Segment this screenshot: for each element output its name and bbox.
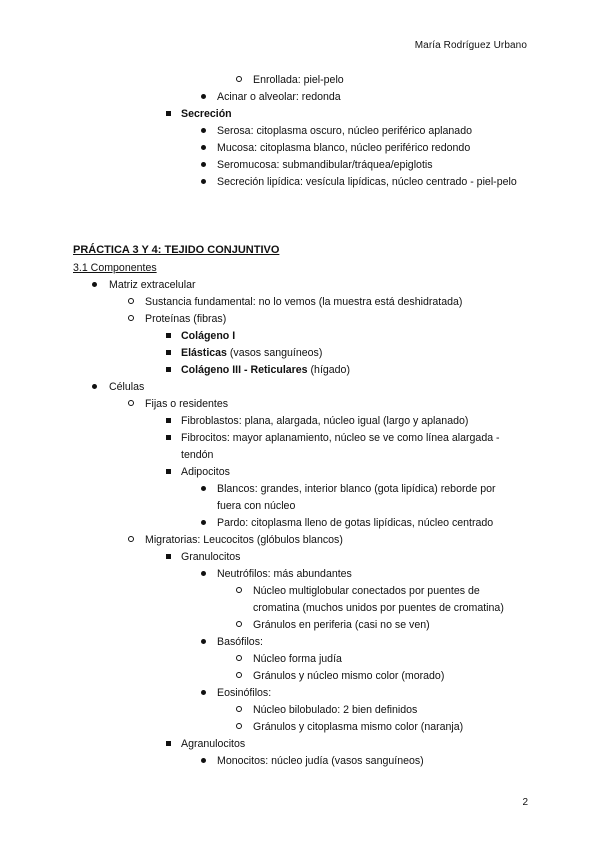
square-bullet-icon: [162, 347, 174, 360]
list-item-text: Agranulocitos: [181, 738, 246, 750]
circle-bullet-icon: [125, 398, 137, 411]
square-bullet-icon: [162, 432, 174, 445]
circle-bullet-icon: [233, 704, 245, 717]
circle-bullet-icon: [233, 74, 245, 87]
list-item-text: Gránulos y citoplasma mismo color (naranja): [253, 721, 464, 733]
dot-bullet-icon: [197, 687, 209, 700]
dot-bullet-icon: [88, 381, 100, 394]
circle-bullet-icon: [233, 670, 245, 683]
list-item-text: Neutrófilos: más abundantes: [217, 568, 352, 580]
square-bullet-icon: [162, 330, 174, 343]
list-item-text: Núcleo bilobulado: 2 bien definidos: [253, 704, 418, 716]
square-bullet-icon: [162, 466, 174, 479]
list-item-text: Fibroblastos: plana, alargada, núcleo igual (largo y aplanado): [181, 415, 469, 427]
header-author: María Rodríguez Urbano: [414, 40, 527, 51]
dot-bullet-icon: [197, 125, 209, 138]
list-item-text: Mucosa: citoplasma blanco, núcleo periférico redondo: [217, 142, 471, 154]
circle-bullet-icon: [233, 721, 245, 734]
list-item-text: Serosa: citoplasma oscuro, núcleo periférico aplanado: [217, 125, 472, 137]
dot-bullet-icon: [197, 517, 209, 530]
list-item-text: Migratorias: Leucocitos (glóbulos blancos): [145, 534, 343, 546]
list-item-text: Blancos: grandes, interior blanco (gota lipídica) reborde por: [217, 483, 496, 495]
dot-bullet-icon: [197, 755, 209, 768]
dot-bullet-icon: [197, 176, 209, 189]
square-bullet-icon: [162, 415, 174, 428]
list-item-text: Fibrocitos: mayor aplanamiento, núcleo se ve como línea alargada -: [181, 432, 500, 444]
list-item-text: Monocitos: núcleo judía (vasos sanguíneos): [217, 755, 424, 767]
list-item-text: Gránulos y núcleo mismo color (morado): [253, 670, 445, 682]
list-item-text: Gránulos en periferia (casi no se ven): [253, 619, 430, 631]
list-item-text: Enrollada: piel-pelo: [253, 74, 344, 86]
dot-bullet-icon: [197, 568, 209, 581]
dot-bullet-icon: [197, 483, 209, 496]
list-item-text: Núcleo forma judía: [253, 653, 342, 665]
dot-bullet-icon: [197, 636, 209, 649]
circle-bullet-icon: [125, 296, 137, 309]
list-item-text: Basófilos:: [217, 636, 263, 648]
dot-bullet-icon: [197, 142, 209, 155]
square-bullet-icon: [162, 551, 174, 564]
square-bullet-icon: [162, 738, 174, 751]
circle-bullet-icon: [125, 313, 137, 326]
list-item-text: Eosinófilos:: [217, 687, 272, 699]
list-item-text: Colágeno III - Reticulares (hígado): [181, 364, 350, 376]
list-item-text: Elásticas (vasos sanguíneos): [181, 347, 323, 359]
circle-bullet-icon: [125, 534, 137, 547]
circle-bullet-icon: [233, 653, 245, 666]
list-item-text: Granulocitos: [181, 551, 241, 563]
list-item-text: Secreción lipídica: vesícula lipídicas, núcleo centrado - piel-pelo: [217, 176, 517, 188]
list-item-text: Proteínas (fibras): [145, 313, 227, 325]
list-item-text: Secreción: [181, 108, 232, 120]
circle-bullet-icon: [233, 585, 245, 598]
list-item-text: Sustancia fundamental: no lo vemos (la muestra está deshidratada): [145, 296, 463, 308]
list-item-text: Matriz extracelular: [109, 279, 196, 291]
list-item-text: Acinar o alveolar: redonda: [217, 91, 341, 103]
page-number: 2: [522, 797, 528, 808]
list-item-text: Colágeno I: [181, 330, 236, 342]
list-item-text: Seromucosa: submandibular/tráquea/epiglotis: [217, 159, 433, 171]
list-item-text: Fijas o residentes: [145, 398, 229, 410]
square-bullet-icon: [162, 364, 174, 377]
circle-bullet-icon: [233, 619, 245, 632]
list-item-text: Adipocitos: [181, 466, 230, 478]
dot-bullet-icon: [197, 159, 209, 172]
list-item-text: Núcleo multiglobular conectados por puentes de: [253, 585, 480, 597]
square-bullet-icon: [162, 108, 174, 121]
dot-bullet-icon: [88, 279, 100, 292]
list-item-text: Células: [109, 381, 145, 393]
list-item-text: Pardo: citoplasma lleno de gotas lipídicas, núcleo centrado: [217, 517, 494, 529]
dot-bullet-icon: [197, 91, 209, 104]
